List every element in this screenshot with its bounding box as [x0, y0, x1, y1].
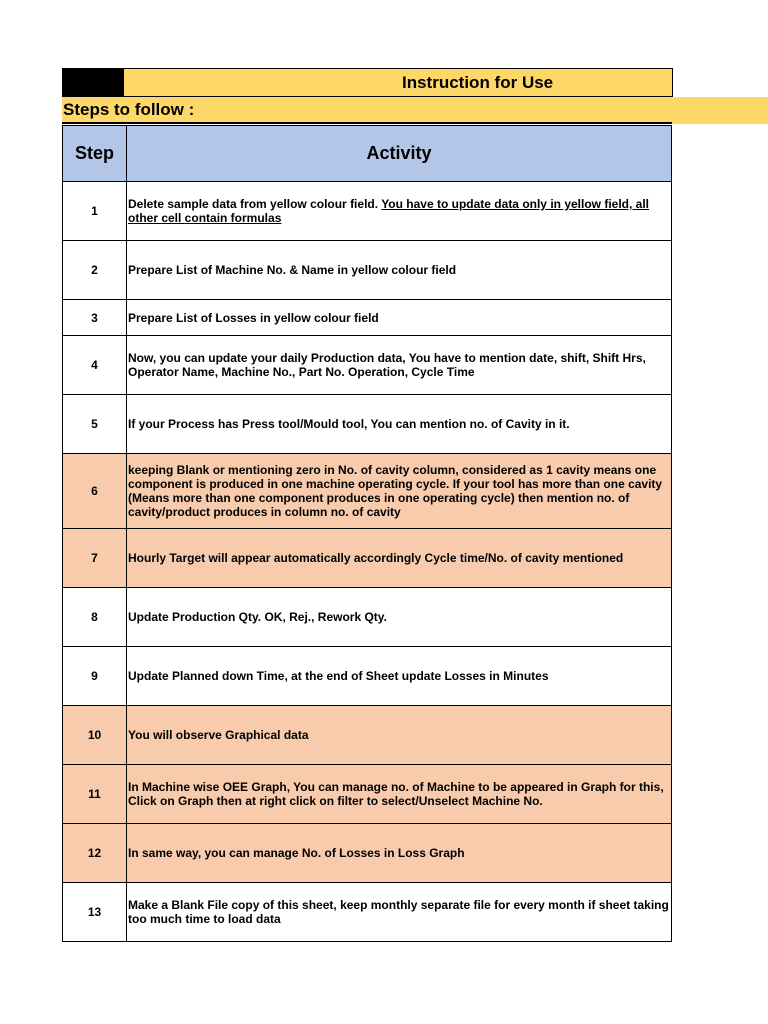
activity-cell[interactable]: In same way, you can manage No. of Losses in Loss Graph	[127, 824, 672, 883]
table-row	[63, 182, 672, 241]
activity-cell[interactable]: Make a Blank File copy of this sheet, keep monthly separate file for every month if sheet taking too much time to load data	[127, 883, 672, 942]
table-row	[63, 883, 672, 942]
title-cell[interactable]	[124, 68, 673, 97]
steps-to-follow-cell[interactable]	[62, 97, 672, 124]
step-number-cell[interactable]: 7	[63, 529, 127, 588]
step-number-cell[interactable]: 4	[63, 336, 127, 395]
activity-cell[interactable]	[127, 182, 672, 241]
steps-label: Steps to follow :	[63, 100, 195, 119]
step-number-cell[interactable]: 2	[63, 241, 127, 300]
step-number-cell[interactable]: 3	[63, 300, 127, 336]
step-number-cell[interactable]: 9	[63, 647, 127, 706]
table-row	[63, 300, 672, 336]
step-number-cell[interactable]: 5	[63, 395, 127, 454]
table-row	[63, 824, 672, 883]
step-number-cell[interactable]: 8	[63, 588, 127, 647]
instruction-table	[62, 125, 672, 942]
activity-cell[interactable]: keeping Blank or mentioning zero in No. of cavity column, considered as 1 cavity means one component is produced in one machine operating cycle. If your tool has more than one cavity (Means more than one component produces in one operating cycle) then mention no. of cavity/product produces in column no. of cavity	[127, 454, 672, 529]
steps-row	[62, 97, 768, 125]
step-number-cell[interactable]: 11	[63, 765, 127, 824]
activity-cell[interactable]: Update Production Qty. OK, Rej., Rework Qty.	[127, 588, 672, 647]
table-row	[63, 529, 672, 588]
table-row	[63, 588, 672, 647]
yellow-fill-extension	[672, 97, 768, 124]
table-row	[63, 395, 672, 454]
page-title: Instruction for Use	[402, 73, 554, 92]
step-number-cell[interactable]: 1	[63, 182, 127, 241]
activity-cell[interactable]: Hourly Target will appear automatically accordingly Cycle time/No. of cavity mentioned	[127, 529, 672, 588]
title-row	[62, 68, 768, 97]
table-row	[63, 241, 672, 300]
activity-cell[interactable]: Prepare List of Losses in yellow colour field	[127, 300, 672, 336]
step-number-cell[interactable]: 10	[63, 706, 127, 765]
activity-cell[interactable]: Now, you can update your daily Production data, You have to mention date, shift, Shift Hrs, Operator Name, Machine No., Part No. Operation, Cycle Time	[127, 336, 672, 395]
table-row	[63, 765, 672, 824]
activity-cell[interactable]: If your Process has Press tool/Mould tool, You can mention no. of Cavity in it.	[127, 395, 672, 454]
column-header-step[interactable]: Step	[63, 126, 127, 182]
activity-text: Delete sample data from yellow colour field.	[128, 197, 382, 211]
table-row	[63, 454, 672, 529]
table-row	[63, 647, 672, 706]
column-header-activity[interactable]: Activity	[127, 126, 672, 182]
activity-underlined-text: You have to update data only in yellow field, all other cell contain formulas	[128, 197, 650, 225]
activity-cell[interactable]: Update Planned down Time, at the end of Sheet update Losses in Minutes	[127, 647, 672, 706]
step-number-cell[interactable]: 6	[63, 454, 127, 529]
step-number-cell[interactable]: 12	[63, 824, 127, 883]
activity-cell[interactable]: Prepare List of Machine No. & Name in yellow colour field	[127, 241, 672, 300]
table-row	[63, 706, 672, 765]
table-row	[63, 336, 672, 395]
black-header-cell	[62, 68, 124, 97]
activity-cell[interactable]: You will observe Graphical data	[127, 706, 672, 765]
instruction-sheet	[62, 68, 768, 942]
table-header-row	[63, 126, 672, 182]
step-number-cell[interactable]: 13	[63, 883, 127, 942]
activity-cell[interactable]: In Machine wise OEE Graph, You can manage no. of Machine to be appeared in Graph for this, Click on Graph then at right click on filter to select/Unselect Machine No.	[127, 765, 672, 824]
